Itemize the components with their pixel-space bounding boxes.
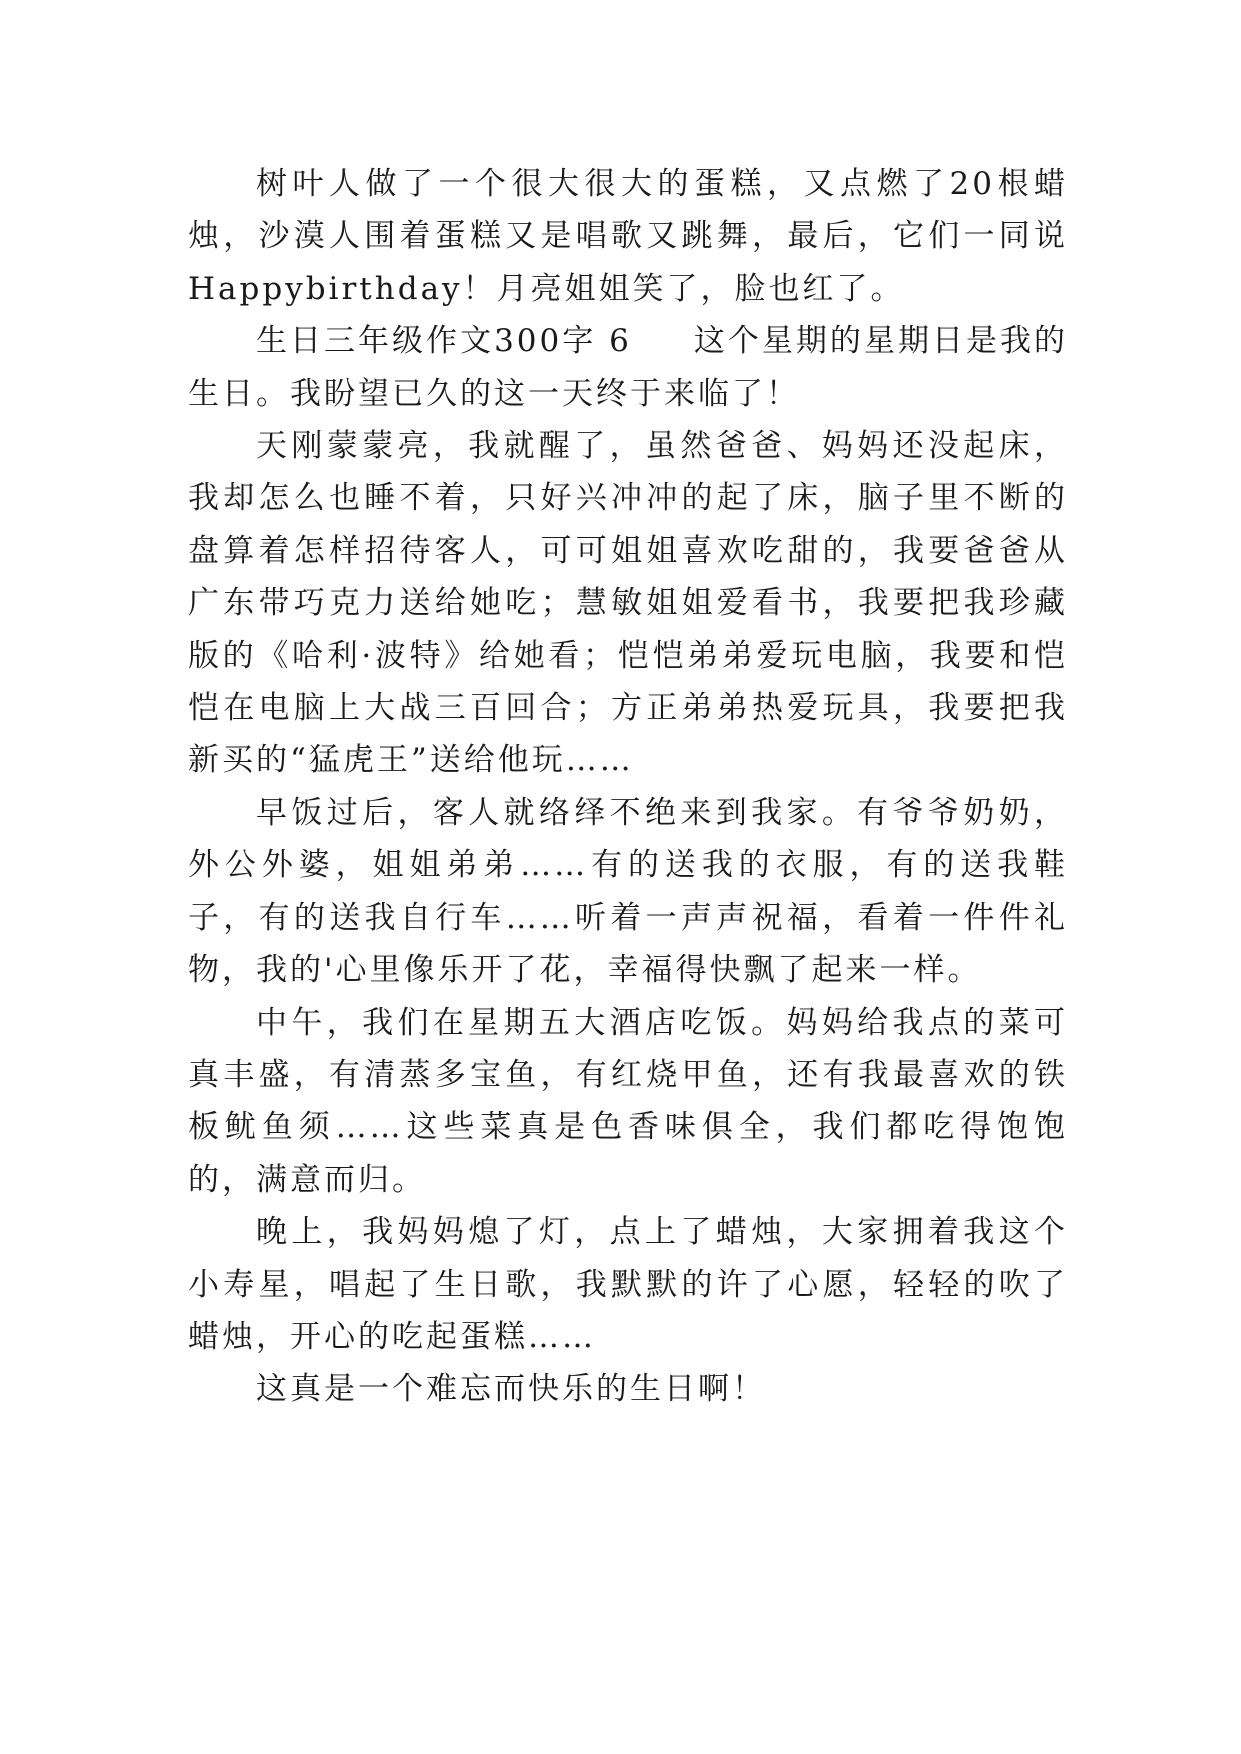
document-body [188,158,1068,1416]
paragraph-lunch: 中午，我们在星期五大酒店吃饭。妈妈给我点的菜可真丰盛，有清蒸多宝鱼，有红烧甲鱼，还有我最喜欢的铁板鱿鱼须……这些菜真是色香味俱全，我们都吃得饱饱的，满意而归。 [188,1004,1068,1198]
paragraph-cake: 树叶人做了一个很大很大的蛋糕，又点燃了20根蜡烛，沙漠人围着蛋糕又是唱歌又跳舞，最后，它们一同说Happybirthday！月亮姐姐笑了，脸也红了。 [188,166,1068,307]
paragraph-morning: 天刚蒙蒙亮，我就醒了，虽然爸爸、妈妈还没起床，我却怎么也睡不着，只好兴冲冲的起了床，脑子里不断的盘算着怎样招待客人，可可姐姐喜欢吃甜的，我要爸爸从广东带巧克力送给她吃；慧敏姐姐爱看书，我要把我珍藏版的《哈利·波特》给她看；恺恺弟弟爱玩电脑，我要和恺恺在电脑上大战三百回合；方正弟弟热爱玩具，我要把我新买的“猛虎王”送给他玩…… [188,428,1068,779]
essay-title: 生日三年级作文300字 6 [256,323,632,360]
paragraph-evening: 晚上，我妈妈熄了灯，点上了蜡烛，大家拥着我这个小寿星，唱起了生日歌，我默默的许了心愿，轻轻的吹了蜡烛，开心的吃起蛋糕…… [188,1214,1068,1355]
paragraph-guests: 早饭过后，客人就络绎不绝来到我家。有爷爷奶奶，外公外婆，姐姐弟弟……有的送我的衣服，有的送我鞋子，有的送我自行车……听着一声声祝福，看着一件件礼物，我的'心里像乐开了花，幸福得快飘了起来一样。 [188,794,1068,989]
paragraph-essay-heading [188,315,1068,420]
paragraph-conclusion: 这真是一个难忘而快乐的生日啊！ [256,1371,766,1408]
essay-intro: 这个星期的星期日是我的生日。我盼望已久的这一天终于来临了！ [188,323,1069,412]
